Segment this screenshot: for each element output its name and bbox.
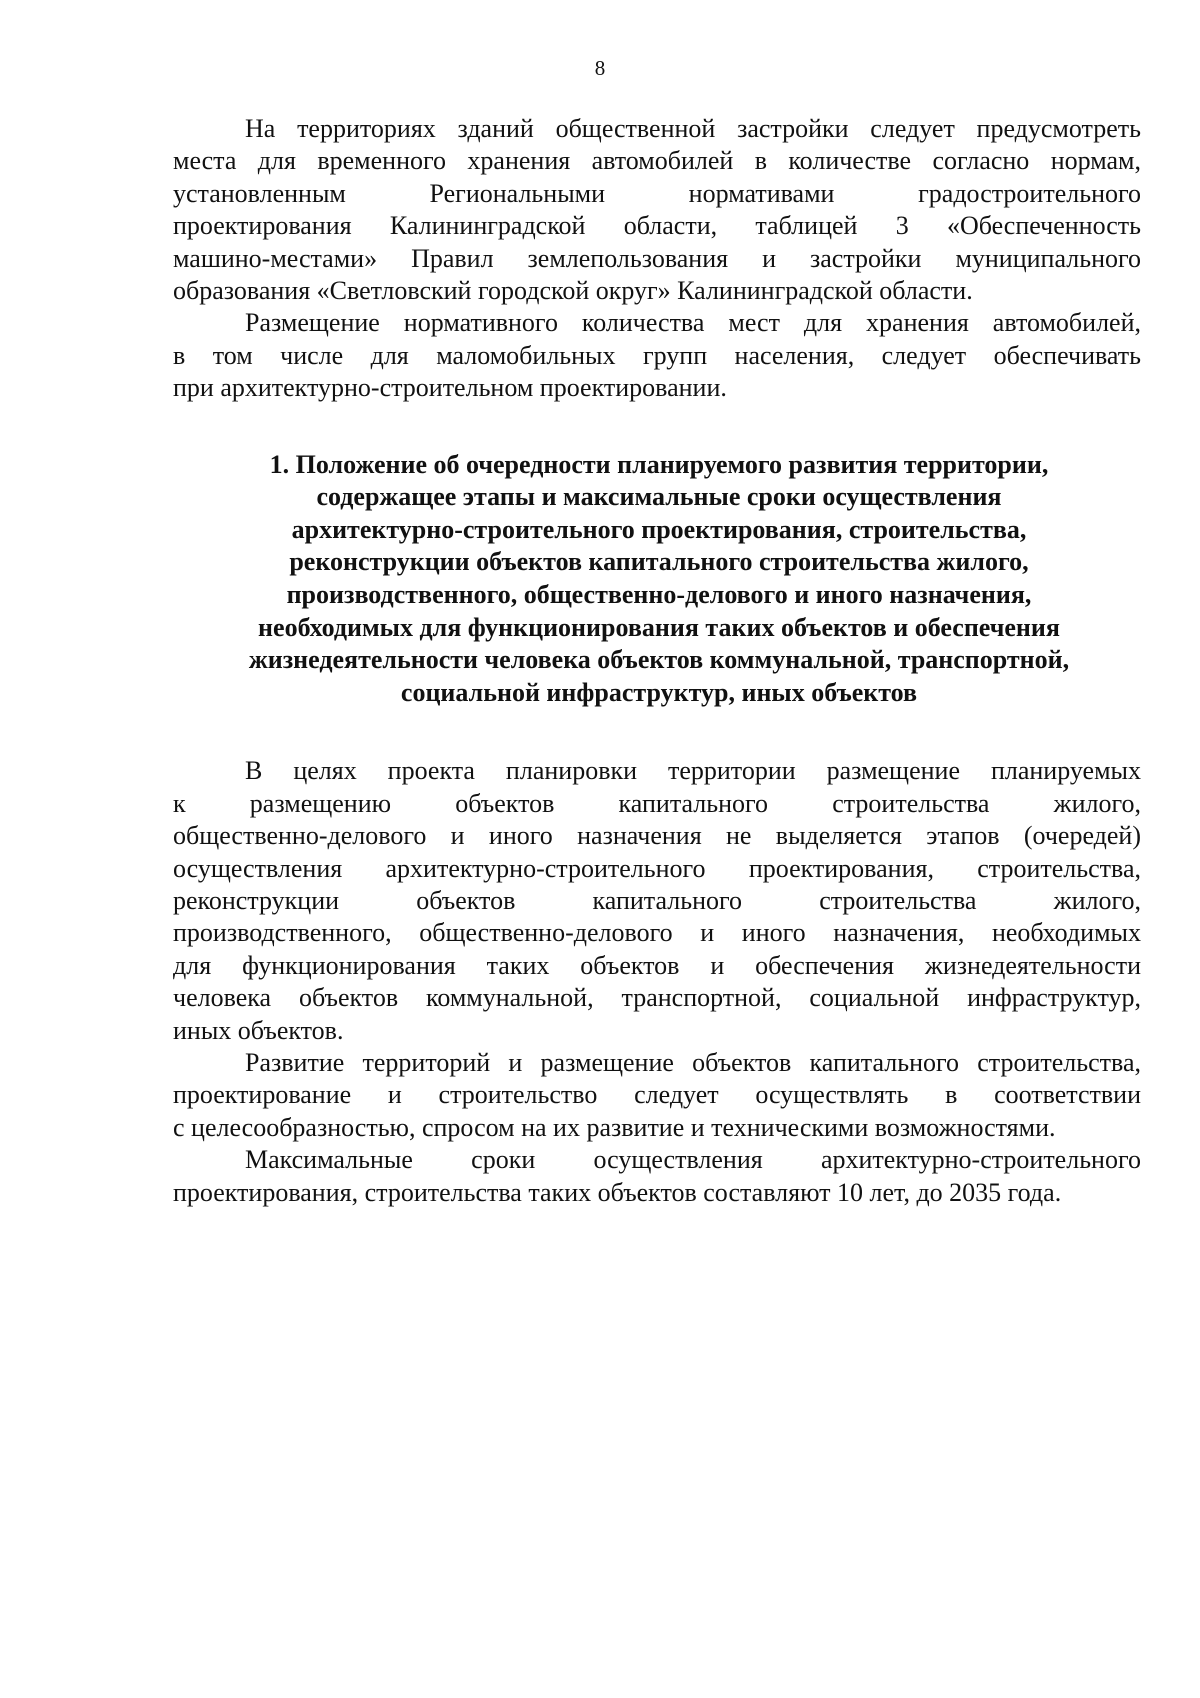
text-line: человека объектов коммунальной, транспортной, социальной инфраструктур, bbox=[173, 983, 1141, 1013]
text-line: проектирование и строительство следует осуществлять в соответствии bbox=[173, 1080, 1141, 1110]
text-line: проектирования Калининградской области, таблицей 3 «Обеспеченность bbox=[173, 211, 1141, 241]
heading-line: необходимых для функционирования таких объектов и обеспечения bbox=[258, 612, 1060, 642]
text-line: машино-местами» Правил землепользования и застройки муниципального bbox=[173, 243, 1141, 273]
heading-line: жизнедеятельности человека объектов коммунальной, транспортной, bbox=[248, 645, 1070, 675]
text-line: реконструкции объектов капитального строительства жилого, bbox=[173, 886, 1141, 916]
page-number: 8 bbox=[594, 56, 606, 80]
heading-line: содержащее этапы и максимальные сроки осуществления bbox=[316, 482, 1002, 512]
text-line: На территориях зданий общественной застройки следует предусмотреть bbox=[245, 114, 1141, 143]
heading-line: социальной инфраструктур, иных объектов bbox=[400, 677, 918, 707]
text-line: В целях проекта планировки территории размещение планируемых bbox=[245, 756, 1141, 786]
text-line: установленным Региональными нормативами градостроительного bbox=[173, 178, 1141, 208]
page-content bbox=[173, 113, 1141, 1209]
text-line: Развитие территорий и размещение объектов капитального строительства, bbox=[245, 1048, 1141, 1078]
text-line: к размещению объектов капитального строительства жилого, bbox=[173, 788, 1141, 818]
text-line: с целесообразностью, спросом на их развитие и техническими возможностями. bbox=[173, 1112, 1056, 1142]
heading-line: производственного, общественно-делового и иного назначения, bbox=[286, 580, 1032, 610]
paragraph-max-terms bbox=[173, 1144, 1141, 1209]
text-line: в том числе для маломобильных групп населения, следует обеспечивать bbox=[173, 340, 1141, 370]
text-line: образования «Светловский городской округ» Калининградской области. bbox=[173, 276, 973, 306]
paragraph-development bbox=[173, 1047, 1141, 1144]
text-line: проектирования, строительства таких объектов составляют 10 лет, до 2035 года. bbox=[173, 1177, 1062, 1207]
paragraph-parking-territories bbox=[173, 113, 1141, 307]
text-line: общественно-делового и иного назначения не выделяется этапов (очередей) bbox=[173, 821, 1141, 851]
text-line: иных объектов. bbox=[173, 1015, 344, 1045]
text-line: производственного, общественно-делового и иного назначения, необходимых bbox=[173, 918, 1141, 948]
text-line: для функционирования таких объектов и обеспечения жизнедеятельности bbox=[173, 950, 1141, 980]
text-line: Максимальные сроки осуществления архитектурно-строительного bbox=[245, 1145, 1141, 1175]
heading-line: 1. Положение об очередности планируемого развития территории, bbox=[269, 449, 1049, 479]
heading-line: реконструкции объектов капитального строительства жилого, bbox=[289, 547, 1029, 577]
heading-line: архитектурно-строительного проектирования, строительства, bbox=[291, 514, 1027, 544]
paragraph-stages bbox=[173, 755, 1141, 1047]
text-line: при архитектурно-строительном проектировании. bbox=[173, 373, 727, 403]
text-line: осуществления архитектурно-строительного проектирования, строительства, bbox=[173, 853, 1141, 883]
section-heading bbox=[173, 449, 1141, 710]
paragraph-parking-placement bbox=[173, 307, 1141, 404]
text-line: места для временного хранения автомобилей в количестве согласно нормам, bbox=[173, 146, 1141, 176]
text-line: Размещение нормативного количества мест для хранения автомобилей, bbox=[245, 308, 1141, 338]
